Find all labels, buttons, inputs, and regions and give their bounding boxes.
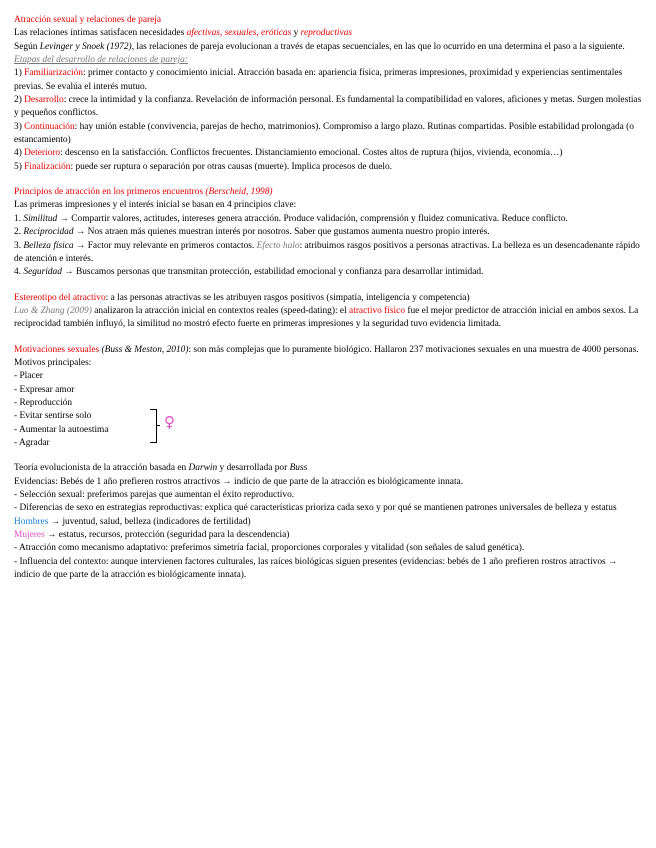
men-line: Hombres → juventud, salud, belleza (indicadores de fertilidad) [14,516,251,527]
motive-item: - Reproducción [14,397,73,408]
section-title-principios: Principios de atracción en los primeros encuentros (Berscheid, 1998) [14,187,273,198]
principle-item: 2. Reciprocidad → Nos atraen más quienes muestran interés por nosotros. Saber que gustamos aumenta nuestro propio interés. [14,227,490,238]
bracket-tick [156,425,160,426]
context-line: - Influencia del contexto: aunque intervienen factores culturales, las raíces biológicas siguen presentes (evidencias: bebés de 1 año prefieren rostros atractivos → indicio de que parte de la atracción es biológicamente innata). [14,556,618,581]
motive-item: - Agradar [14,437,50,448]
principle-item: 3. Belleza física → Factor muy relevante en primeros contactos. Efecto halo: atribuimos rasgos positivos a personas atractivas. La belleza es un desencadenante rápido de atención e interés. [14,240,640,264]
document-page [14,14,642,582]
motives-bracket-group [14,410,642,437]
women-line: Mujeres → estatus, recursos, protección (seguridad para la descendencia) [14,530,290,541]
reference-paragraph: Según Levinger y Snoek (1972), las relaciones de pareja evolucionan a través de etapas secuenciales, en las que lo ocurrido en una determina el paso a la siguiente. [14,41,625,52]
principle-item: 1. Similitud → Compartir valores, actitudes, intereses genera atracción. Produce validación, comprensión y fluidez comunicativa. Reduce conflicto. [14,213,568,224]
motive-item: - Expresar amor [14,384,75,395]
spacer [14,280,642,292]
motive-item: - Aumentar la autoestima [14,424,109,435]
spacer [14,450,642,462]
stage-item: 4) Deterioro: descenso en la satisfacción. Conflictos frecuentes. Distanciamiento emocional. Costes altos de ruptura (hijos, vivienda, economía…) [14,148,563,159]
motive-item: - Evitar sentirse solo [14,411,92,422]
spacer [14,332,642,344]
sexual-selection-line: - Selección sexual: preferimos parejas que aumentan el éxito reproductivo. [14,490,295,500]
evolutionary-title: Teoría evolucionista de la atracción basada en Darwin y desarrollada por Buss [14,463,308,474]
stages-title: Etapas del desarrollo de relaciones de pareja: [14,55,188,66]
female-symbol-icon: ♀ [164,413,175,432]
adaptive-line: - Atracción como mecanismo adaptativo: preferimos simetría facial, proporciones corporales y vitalidad (son señales de salud genética). [14,543,525,554]
stereotype-paragraph: Estereotipo del atractivo: a las personas atractivas se les atribuyen rasgos positivos (simpatía, inteligencia y competencia) [14,292,470,303]
sex-differences-line: - Diferencias de sexo en estrategias reproductivas: explica qué características prioriza cada sexo y por qué se mantienen patrones universales de belleza y estatus [14,503,617,514]
luo-zhang-paragraph: Luo & Zhang (2009) analizaron la atracción inicial en contextos reales (speed-dating): el atractivo físico fue el mejor predictor de atracción inicial en ambos sexos. La reciprocidad también influyó, la similitud no mostró efecto fuerte en primeras impresiones y la seguridad tuvo evidencia limitada. [14,305,639,330]
section-title-atraccion: Atracción sexual y relaciones de pareja [14,15,162,25]
stage-item: 3) Continuación: hay unión estable (convivencia, parejas de hecho, matrimonios). Compromiso a largo plazo. Rutinas compartidas. Posible estabilidad prolongada (o estancamiento) [14,121,634,146]
spacer [14,174,642,186]
principles-intro: Las primeras impresiones y el interés inicial se basan en 4 principios clave: [14,200,297,211]
motive-item: - Placer [14,371,43,382]
principle-item: 4. Seguridad → Buscamos personas que transmitan protección, estabilidad emocional y confianza para desarrollar intimidad. [14,267,484,278]
stage-item: 1) Familiarización: primer contacto y conocimiento inicial. Atracción basada en: apariencia física, primeras impresiones, proximidad y experiencias sentimentales previas. Se evalúa el interés mutuo. [14,68,623,92]
stage-item: 2) Desarrollo: crece la intimidad y la confianza. Revelación de información personal. Es fundamental la compatibilidad en valores, aficiones y metas. Surgen molestias y pequeños conflictos. [14,95,642,119]
bracket-line [150,409,157,443]
motivations-paragraph: Motivaciones sexuales (Buss & Meston, 2010): son más complejas que lo puramente biológico. Hallaron 237 motivaciones sexuales en una muestra de 4000 personas. Motivos principales: [14,344,639,368]
evidence-line: Evidencias: Bebés de 1 año prefieren rostros atractivos → indicio de que parte de la atracción es biológicamente innata. [14,476,464,487]
intro-paragraph: Las relaciones íntimas satisfacen necesidades afectivas, sexuales, eróticas y reproductivas [14,28,353,39]
stage-item: 5) Finalización: puede ser ruptura o separación por otras causas (muerte). Implica procesos de duelo. [14,161,392,172]
